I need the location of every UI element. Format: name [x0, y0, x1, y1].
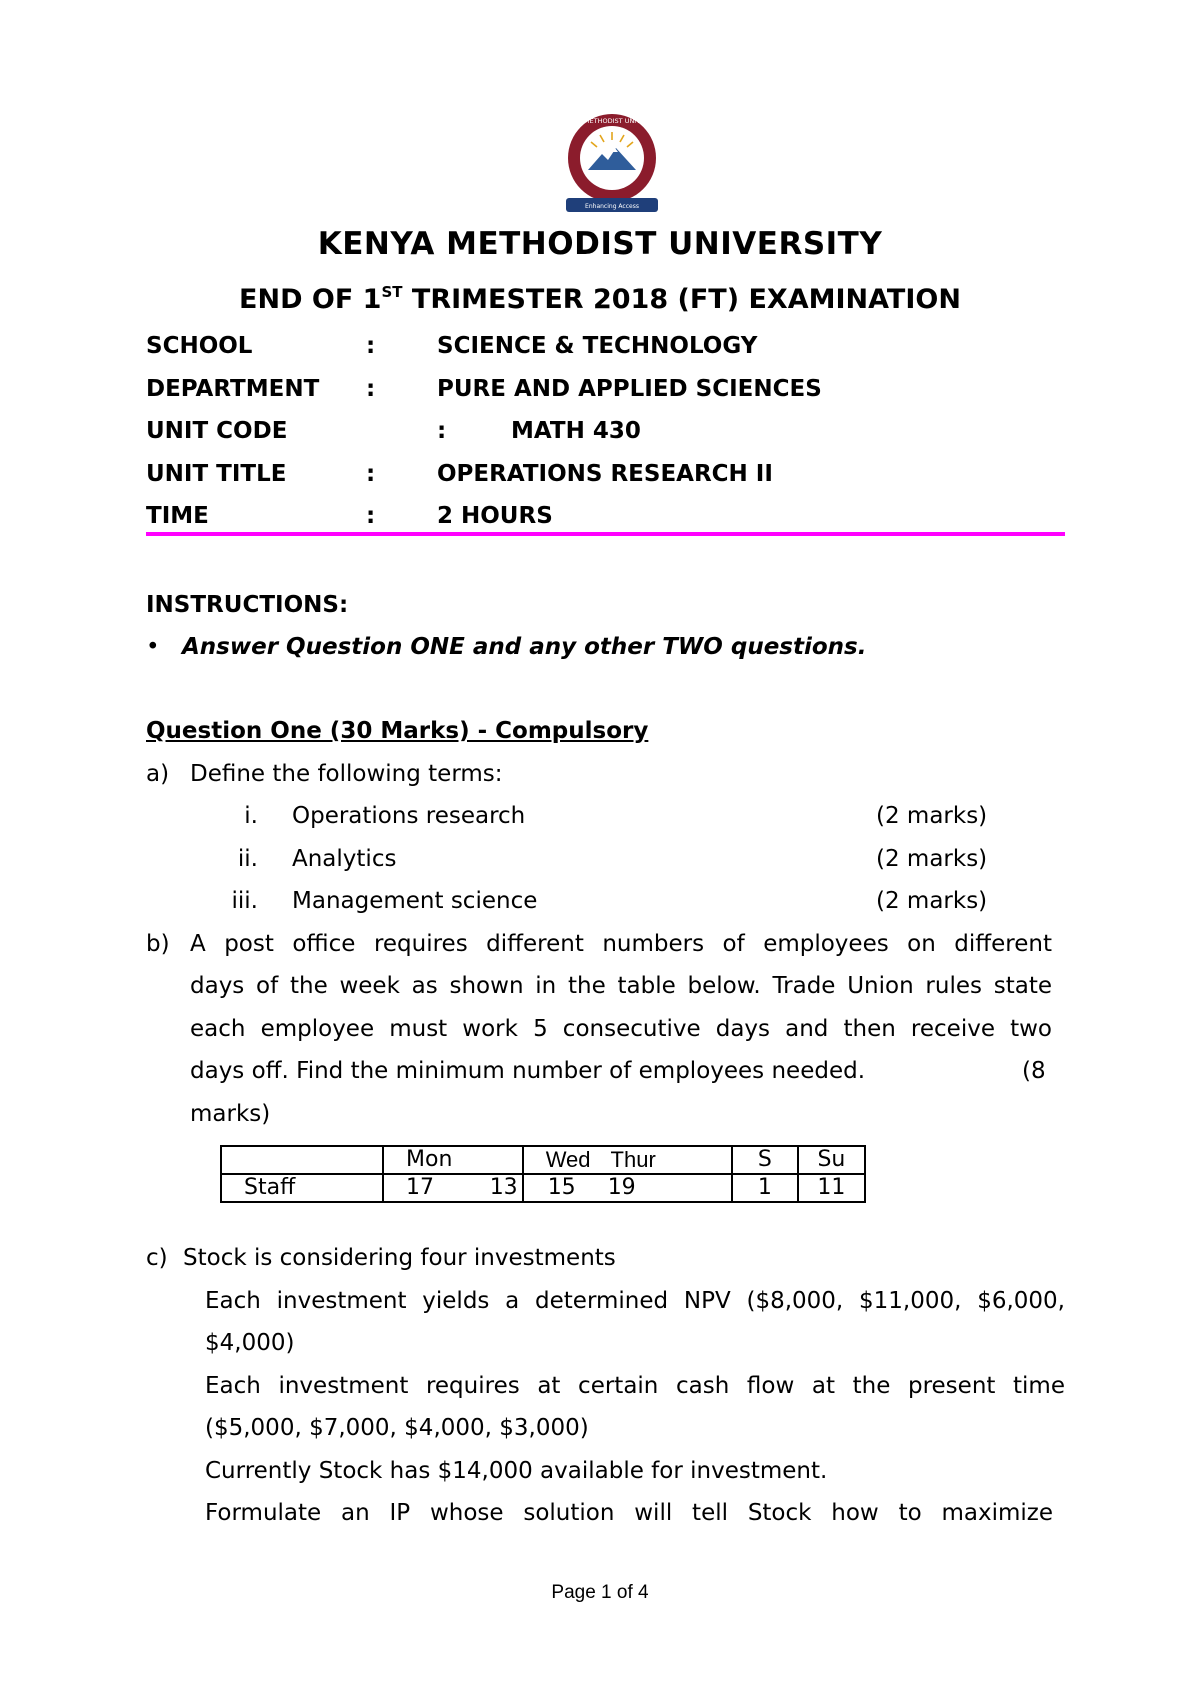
detail-value-department: PURE AND APPLIED SCIENCES: [437, 376, 822, 402]
instruction-item: Answer Question ONE and any other TWO questions.: [182, 634, 867, 660]
part-a-label: a): [146, 761, 170, 787]
roman-numeral: iii.: [231, 888, 258, 914]
marks: (2 marks): [876, 888, 988, 914]
table-header-cell: Su: [798, 1146, 865, 1174]
question-one-title: Question One (30 Marks) - Compulsory: [146, 718, 649, 744]
part-c-line: Each investment yields a determined NPV ($8,000, $11,000, $6,000,: [205, 1288, 1065, 1314]
part-b-line: days off. Find the minimum number of employees needed.: [190, 1058, 866, 1084]
detail-sep: :: [437, 418, 447, 444]
exam-title: END OF 1ST TRIMESTER 2018 (FT) EXAMINATION: [239, 283, 961, 315]
table-cell: 1: [732, 1174, 798, 1202]
term: Management science: [292, 888, 538, 914]
part-a-text: Define the following terms:: [190, 761, 503, 787]
marks: (2 marks): [876, 803, 988, 829]
table-header-cell: Mon: [383, 1146, 523, 1174]
part-c-line: Each investment requires at certain cash flow at the present time: [205, 1373, 1065, 1399]
part-c-label: c): [146, 1245, 168, 1271]
detail-sep: :: [366, 503, 376, 529]
part-b-line: A post office requires different numbers of employees on different: [190, 931, 1052, 957]
detail-label-unit-code: UNIT CODE: [146, 418, 288, 444]
detail-label-school: SCHOOL: [146, 333, 253, 359]
detail-value-unit-title: OPERATIONS RESEARCH II: [437, 461, 773, 487]
part-c-line: ($5,000, $7,000, $4,000, $3,000): [205, 1415, 589, 1441]
part-c-line: Formulate an IP whose solution will tell Stock how to maximize: [205, 1500, 1053, 1526]
table-cell: 15 19: [523, 1174, 732, 1202]
detail-value-school: SCIENCE & TECHNOLOGY: [437, 333, 758, 359]
staff-table: [220, 1145, 866, 1203]
term: Analytics: [292, 846, 397, 872]
table-header-cell: S: [732, 1146, 798, 1174]
detail-sep: :: [366, 376, 376, 402]
table-header-cell: Wed Thur: [523, 1146, 732, 1174]
logo-ring-text: KENYA METHODIST UNIVERSITY: [560, 117, 664, 125]
marks: (2 marks): [876, 846, 988, 872]
detail-label-unit-title: UNIT TITLE: [146, 461, 287, 487]
part-b-label: b): [146, 931, 170, 957]
detail-value-unit-code: MATH 430: [511, 418, 641, 444]
detail-sep: :: [366, 461, 376, 487]
table-row-label: Staff: [221, 1174, 383, 1202]
detail-sep: :: [366, 333, 376, 359]
table-cell: 11: [798, 1174, 865, 1202]
part-b-line: days of the week as shown in the table below. Trade Union rules state: [190, 973, 1052, 999]
page-number: Page 1 of 4: [551, 1582, 649, 1603]
detail-label-department: DEPARTMENT: [146, 376, 320, 402]
part-b-line: each employee must work 5 consecutive days and then receive two: [190, 1016, 1052, 1042]
term: Operations research: [292, 803, 526, 829]
part-b-marks: marks): [190, 1101, 271, 1127]
part-c-line: $4,000): [205, 1330, 295, 1356]
table-cell: [221, 1146, 383, 1174]
header-divider: [146, 532, 1065, 536]
part-c-text: Stock is considering four investments: [183, 1245, 616, 1271]
detail-value-time: 2 HOURS: [437, 503, 553, 529]
table-header-row: [221, 1146, 865, 1174]
university-logo: [554, 112, 670, 216]
university-title: KENYA METHODIST UNIVERSITY: [317, 226, 883, 262]
instructions-heading: INSTRUCTIONS:: [146, 592, 349, 618]
bullet-icon: •: [146, 634, 160, 660]
roman-numeral: ii.: [237, 846, 258, 872]
roman-numeral: i.: [244, 803, 258, 829]
detail-label-time: TIME: [146, 503, 209, 529]
part-b-marks: (8: [1022, 1058, 1046, 1084]
part-c-line: Currently Stock has $14,000 available for investment.: [205, 1458, 828, 1484]
logo-ribbon-text: Enhancing Access: [585, 203, 639, 210]
table-row: [221, 1174, 865, 1202]
table-cell: 17 13: [383, 1174, 523, 1202]
